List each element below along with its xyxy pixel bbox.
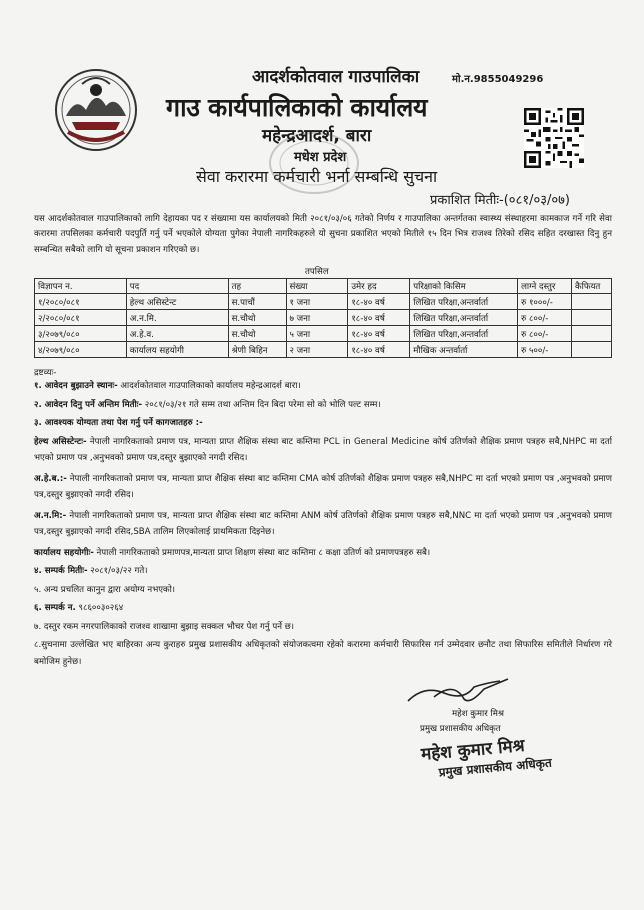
table-cell: रु ५००/-: [518, 342, 572, 358]
table-cell: १८-४० वर्ष: [348, 342, 410, 358]
note-contact-date: [34, 563, 612, 580]
table-cell: अ.न.मि.: [126, 310, 228, 326]
table-cell: १/२०८०/०८१: [35, 294, 127, 310]
requirement-label: अ.न.मि:-: [34, 510, 67, 521]
intro-paragraph: यस आदर्शकोतवाल गाउपालिकाको लागि देहायका पद र संख्यामा यस कार्यालयको मिती २०८१/०३/०६ गतेको निर्णय र गाउपालिका अन्तर्गतका स्वास्थ्य संस्थाहरमा कामकाज गर्ने गरि सेवा करारमा तपसिलका कर्मचारी पदपुर्ति गर्नु पर्ने भएकोले योग्यता पुगेका नेपाली नागरिकहरुले यो सुचना प्रकाशित भएको मितीले १५ दिन भित्र राजश्व तिरेको रसिद सहित दरखास्त दिनु हुन सम्बन्धित सबैको लागि यो सूचना प्रकाशन गरिएको छ।: [34, 214, 612, 255]
table-cell: ५ जना: [286, 326, 348, 342]
note-text: २०८१/०३/२१ गते सम्म तथा अन्तिम दिन बिदा परेमा सो को भोलि पल्ट सम्म।: [142, 399, 381, 410]
column-header: कैफियत: [572, 279, 612, 294]
column-header: पद: [126, 279, 228, 294]
nepal-emblem-icon: [52, 66, 140, 154]
requirement-text: नेपाली नागरिकताको प्रमाण पत्र, मान्यता प्राप्त शैक्षिक संस्था बाट कम्तिमा CMA कोर्ष उतिर्णको शैक्षिक प्रमाण पत्रहरु सबै,NHPC मा दर्ता भएको प्रमाण पत्र ,अनुभवको प्रमाण पत्र,दस्तुर बुझाएको नगदी रसिद।: [34, 473, 612, 500]
table-cell: हेल्थ असिस्टेन्ट: [126, 294, 228, 310]
note-text: २०८१/०३/२२ गते।: [87, 566, 148, 576]
table-cell: ७ जना: [286, 310, 348, 326]
table-header-row: [35, 279, 612, 294]
requirement-office-assistant: [34, 545, 612, 562]
signature-scribble-icon: [404, 675, 514, 707]
vacancy-table: [34, 278, 612, 358]
table-cell: १८-४० वर्ष: [348, 310, 410, 326]
table-cell: १८-४० वर्ष: [348, 326, 410, 342]
table-cell: लिखित परिक्षा,अन्तर्वार्ता: [410, 326, 518, 342]
table-cell: स.पाचौं: [228, 294, 286, 310]
table-cell: रु १०००/-: [518, 294, 572, 310]
note-deadline: [34, 397, 612, 414]
note-label: ४. सम्पर्क मितीः-: [34, 566, 88, 576]
table-cell: रु ८००/-: [518, 326, 572, 342]
note-requirements-heading: [34, 415, 612, 432]
requirement-text: नेपाली नागरिकताको प्रमाण पत्र, मान्यता प्राप्त शैक्षिक संस्था बाट कम्तिमा PCL in General Medicine कोर्ष उतिर्णको शैक्षिक प्रमाण पत्रहरु सबै,NHPC मा दर्ता भएको प्रमाण पत्र ,अनुभवको प्रमाण पत्र,दस्तुर बुझाएको नगदी रसिद।: [34, 436, 612, 463]
table-cell: लिखित परिक्षा,अन्तर्वार्ता: [410, 310, 518, 326]
table-row: [35, 342, 612, 358]
note-label: ३. आवश्यक योग्यता तथा पेश गर्नु पर्ने कागजातहरु :-: [34, 418, 203, 428]
table-cell: [572, 326, 612, 342]
column-header: विज्ञापन न.: [35, 279, 127, 294]
table-cell: ३/२०७९/०८०: [35, 326, 127, 342]
table-cell: स.चौथो: [228, 326, 286, 342]
table-cell: लिखित परिक्षा,अन्तर्वार्ता: [410, 294, 518, 310]
table-cell: [572, 294, 612, 310]
qr-code-icon: [524, 108, 584, 168]
province-name: मधेश प्रदेश: [294, 150, 347, 165]
municipality-name: आदर्शकोतवाल गाउपालिका: [252, 67, 420, 87]
column-header: तह: [228, 279, 286, 294]
stamp-title: प्रमुख प्रशासकीय अधिकृत: [438, 755, 553, 780]
table-cell: १८-४० वर्ष: [348, 294, 410, 310]
note-label: १. आवेदन बुझाउने स्थानः-: [34, 381, 118, 391]
note-contact-number: [34, 600, 612, 617]
note-text: ९८६००३०२६४: [75, 603, 124, 613]
note-submission-place: [34, 378, 612, 395]
signatory-title: प्रमुख प्रशासकीय अधिकृत: [420, 724, 501, 734]
signatory-name: महेश कुमार मिश्र: [452, 709, 504, 719]
requirement-ahw: [34, 471, 612, 504]
stamp-name: महेश कुमार मिश्र: [420, 735, 526, 765]
column-header: परिक्षाको किसिम: [410, 279, 518, 294]
requirement-text: नेपाली नागरिकताको प्रमाण पत्र, मान्यता प्राप्त शैक्षिक संस्था बाट कम्तिमा ANM कोर्ष उतिर्णको शैक्षिक प्रमाण पत्रहरु सबै,NNC मा दर्ता भएको प्रमाण पत्र ,अनुभवको प्रमाण पत्र,दस्तुर बुझाएको नगदी रसिद,SBA तालिम लिएकोलाई प्राथमिकता दिइनेछ।: [34, 510, 612, 537]
notes-section: [34, 378, 612, 674]
note-other-matters: ८.सुचनामा उल्लेखित भए बाहिरका अन्य कुराहरु प्रमुख प्रशासकीय अधिकृतको संयोजकत्वमा रहेको करारमा कर्मचारी सिफारिस गर्न उम्मेदवार छनौट तथा सिफारिस समितीले निर्धारण गरे बमोजिम हुनेछ।: [34, 640, 612, 667]
requirement-anm: [34, 508, 612, 541]
note-text: आदर्शकोतवाल गाउपालिकाको कार्यालय महेन्द्रआदर्श बारा।: [117, 381, 301, 391]
table-cell: ४/२०७९/०८०: [35, 342, 127, 358]
table-cell: [572, 310, 612, 326]
table-row: [35, 326, 612, 342]
column-header: लाग्ने दस्तुर: [518, 279, 572, 294]
table-cell: [572, 342, 612, 358]
requirement-label: अ.हे.ब.:-: [34, 473, 67, 484]
table-row: [35, 294, 612, 310]
requirement-label: हेल्थ असिस्टेन्टः-: [34, 436, 87, 447]
note-eligibility: ५. अन्य प्रचलित कानुन द्वारा अयोग्य नभएको।: [34, 584, 176, 595]
table-row: [35, 310, 612, 326]
note-fee-voucher: ७. दस्तुर रकम नगरपालिकाको राजश्व शाखामा बुझाइ सक्कल भौचर पेश गर्नु पर्ने छ।: [34, 621, 294, 632]
office-title: गाउ कार्यपालिकाको कार्यालय: [166, 93, 428, 122]
note-label: २. आवेदन दिनु पर्ने अन्तिम मितीः-: [34, 399, 143, 410]
table-cell: १ जना: [286, 294, 348, 310]
notice-title: सेवा करारमा कर्मचारी भर्ना सम्बन्धि सुचना: [196, 167, 438, 186]
requirement-text: नेपाली नागरिकताको प्रमाणपत्र,मान्यता प्राप्त शिक्षण संस्था बाट कम्तिमा ८ कक्षा उतिर्ण को प्रमाणपत्रहरु सबै।: [93, 547, 431, 558]
table-cell: श्रेणी बिहिन: [228, 342, 286, 358]
column-header: संख्या: [286, 279, 348, 294]
requirement-label: कार्यालय सहयोगीः-: [34, 547, 94, 558]
signature-stamp: [420, 731, 552, 782]
table-cell: अ.हे.व.: [126, 326, 228, 342]
notes-heading: द्रष्टव्यः-: [34, 368, 57, 378]
table-cell: मौखिक अन्तर्वार्ता: [410, 342, 518, 358]
table-cell: कार्यालय सहयोगी: [126, 342, 228, 358]
table-caption: तपसिल: [305, 267, 329, 277]
table-cell: स.चौथो: [228, 310, 286, 326]
office-address: महेन्द्रआदर्श, बारा: [262, 126, 372, 146]
published-date: प्रकाशित मितीः-(०८१/०३/०७): [430, 193, 570, 208]
table-cell: रु ८००/-: [518, 310, 572, 326]
requirement-health-assistant: [34, 434, 612, 467]
mobile-number: मो.न.9855049296: [452, 74, 544, 85]
office-stamp-icon: [266, 128, 362, 198]
note-label: ६. सम्पर्क न.: [34, 603, 76, 613]
column-header: उमेर हद: [348, 279, 410, 294]
table-cell: २/२०८०/०८१: [35, 310, 127, 326]
table-cell: २ जना: [286, 342, 348, 358]
